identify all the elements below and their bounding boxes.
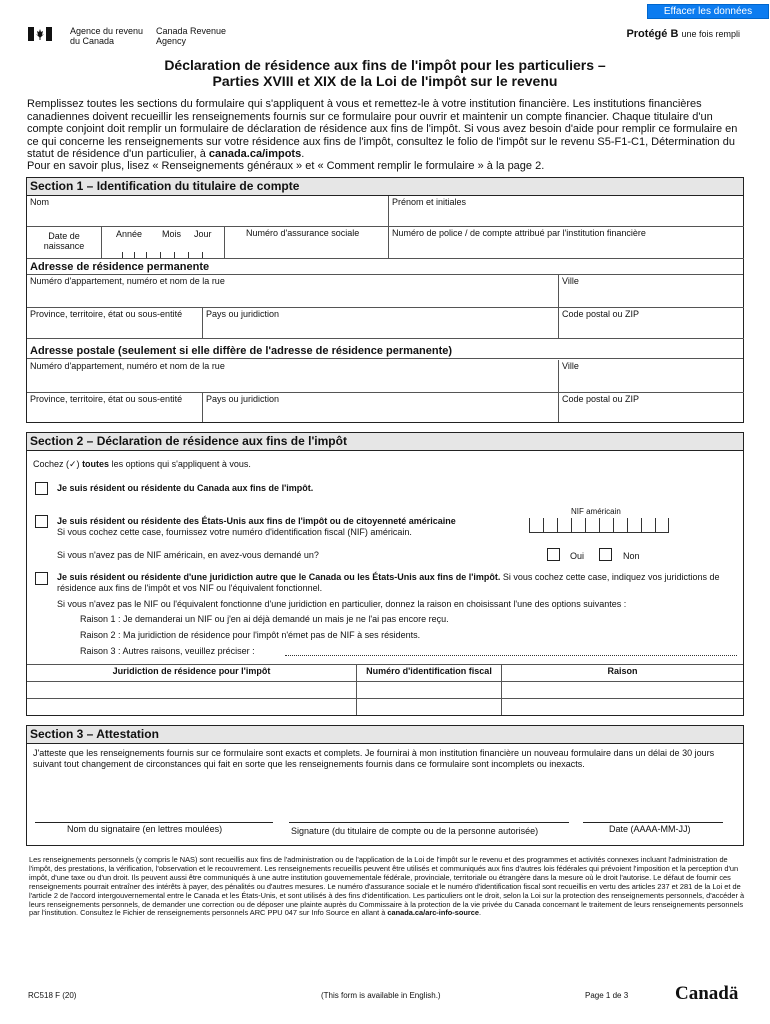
form-title: Déclaration de résidence aux fins de l'impôt pour les particuliers – Parties XVIII et XIX de la Loi de l'impôt sur le revenu: [164, 57, 606, 89]
mail-address-title: Adresse postale (seulement si elle diffère de l'adresse de résidence permanente): [27, 344, 743, 359]
us-resident-note: Si vous cochez cette case, fournissez votre numéro d'identification fiscal (NIF) américain.: [57, 527, 412, 537]
sig-name-field[interactable]: [35, 822, 273, 823]
raison-1: Raison 1 : Je demanderai un NIF ou j'en ai déjà demandé un mais je ne l'ai pas encore reçu.: [80, 614, 449, 624]
intro-more-info: Pour en savoir plus, lisez « Renseignements généraux » et « Comment remplir le formulaire » à la page 2.: [27, 160, 545, 172]
canada-flag-icon: [28, 27, 52, 41]
attestation-text: J'atteste que les renseignements fournis sur ce formulaire sont exacts et complets. Je fournirai à mon institution financière un nouveau formulaire dans un délai de 30 jours suivant tout changement de circonstances qui fait en sorte que les renseignements fournis dans ce formulaire sont incomplets ou inexacts.: [33, 748, 715, 769]
us-resident-checkbox[interactable]: [35, 515, 48, 528]
table-cell[interactable]: [502, 699, 743, 715]
nas-field[interactable]: Numéro d'assurance sociale: [225, 227, 389, 259]
section-3: [26, 725, 744, 846]
clear-data-button[interactable]: Effacer les données: [647, 4, 769, 19]
raison-3-field[interactable]: [285, 655, 737, 656]
perm-pays-field[interactable]: Pays ou juridiction: [203, 308, 559, 339]
nif-question: Si vous n'avez pas de NIF américain, en avez-vous demandé un?: [57, 550, 319, 560]
raison-3: Raison 3 : Autres raisons, veuillez préciser :: [80, 646, 255, 656]
mail-province-field[interactable]: Province, territoire, état ou sous-entité: [27, 393, 203, 422]
signature-label: Signature (du titulaire de compte ou de la personne autorisée): [291, 826, 539, 836]
mail-ville-field[interactable]: Ville: [559, 360, 744, 393]
perm-address-title: Adresse de résidence permanente: [27, 260, 743, 275]
table-cell[interactable]: [27, 699, 357, 715]
no-nif-note: Si vous n'avez pas le NIF ou l'équivalent fonctionne d'une juridiction en particulier, donnez la raison en choisissant l'une des options suivantes :: [57, 599, 627, 609]
intro-paragraph: Remplissez toutes les sections du formulaire qui s'appliquent à vous et remettez-le à votre institution financière. Les institutions financières canadiennes doivent recueillir les renseignements fournis sur ce formulaire pour ouvrir et maintenir un compte financier. Chaque titulaire d'un compte conjoint doit remplir un formulaire de déclaration de résidence aux fins de l'impôt. Si vous avez besoin d'aide pour remplir ce formulaire en ce qui concerne les renseignements sur votre résidence aux fins de l'impôt, consultez le folio de l'impôt sur le revenu S5-F1-C1, Détermination du statut de résidence d'un particulier, à canada.ca/impots.: [27, 98, 738, 160]
canada-resident-checkbox[interactable]: [35, 482, 48, 495]
us-resident-label: Je suis résident ou résidente des États-Unis aux fins de l'impôt ou de citoyenneté américaine: [57, 516, 456, 526]
section-2: [26, 432, 744, 716]
perm-postal-field[interactable]: Code postal ou ZIP: [559, 308, 744, 339]
info-source-link[interactable]: canada.ca/arc-info-source: [387, 908, 480, 918]
nif-label: NIF américain: [571, 507, 621, 516]
privacy-notice: Les renseignements personnels (y compris le NAS) sont recueillis aux fins de l'administration ou de l'application de la Loi de l'impôt sur le revenu et des programmes et activités connexes incluant l'administration de l'impôt, des prestations, la vérification, l'observation et le recouvrement. Les renseignements recueillis peuvent être utilisés et communiqués aux fins d'autres lois fédérales qui prévoient l'imposition et la perception d'un impôt, d'une taxe ou d'un droit. Ils peuvent aussi être communiqués à une autre institution gouvernementale fédérale, provinciale, territoriale ou étrangère dans la mesure où le droit l'autorise. Le défaut de fournir ces renseignements pourrait entraîner des intérêts à payer, des pénalités ou d'autres mesures. Le numéro d'assurance sociale et le numéro d'identification fiscal sont recueillis en vertu des articles 237 et 281 de la Loi et de l'article 2 de l'accord intergouvernemental entre le Canada et les États-Unis, et sont utilisés à des fins d'identification. Les particuliers ont le droit, selon la Loi sur la protection des renseignements personnels, d'accéder à leurs renseignements personnels, de demander une correction ou de déposer une plainte auprès du Commissaire à la protection de la vie privée du Canada concernant le traitement de leurs renseignements personnels par l'institution. Consultez le Fichier de renseignements personnels ARC PPU 047 sur Info Source en allant à canada.ca/arc-info-source.: [29, 855, 745, 918]
english-note: (This form is available in English.): [321, 991, 441, 1000]
oui-label: Oui: [570, 551, 585, 561]
page-number: Page 1 de 3: [585, 991, 629, 1000]
nif-oui-checkbox[interactable]: [547, 548, 560, 561]
prenom-field[interactable]: Prénom et initiales: [389, 196, 744, 227]
table-cell[interactable]: [357, 682, 502, 699]
mail-postal-field[interactable]: Code postal ou ZIP: [562, 394, 640, 404]
protected-b-label: Protégé B une fois rempli: [626, 28, 740, 40]
canada-wordmark: Canadä: [675, 983, 739, 1004]
section-1-title: Section 1 – Identification du titulaire de compte: [27, 178, 743, 196]
agency-name-en: Canada Revenue Agency: [156, 26, 227, 46]
sig-name-label: Nom du signataire (en lettres moulées): [67, 824, 223, 834]
table-cell[interactable]: [357, 699, 502, 715]
col-raison: Raison: [502, 665, 743, 682]
dob-label: Date de naissance: [27, 227, 102, 259]
dob-field[interactable]: Année Mois Jour: [102, 227, 225, 259]
signature-field[interactable]: [289, 822, 569, 823]
cochez-instruction: Cochez (✓) toutes les options qui s'appliquent à vous.: [33, 459, 251, 469]
nom-field[interactable]: Nom: [27, 196, 389, 227]
col-juridiction: Juridiction de résidence pour l'impôt: [27, 665, 357, 682]
raison-2: Raison 2 : Ma juridiction de résidence pour l'impôt n'émet pas de NIF à ses résidents.: [80, 630, 421, 640]
section-1: [26, 177, 744, 423]
police-field[interactable]: Numéro de police / de compte attribué par l'institution financière: [389, 227, 744, 259]
jurisdiction-table: [27, 664, 743, 715]
col-nif: Numéro d'identification fiscal: [357, 665, 502, 682]
date-label: Date (AAAA-MM-JJ): [609, 824, 691, 834]
table-cell[interactable]: [27, 682, 357, 699]
date-field[interactable]: [583, 822, 723, 823]
non-label: Non: [623, 551, 640, 561]
perm-street-field[interactable]: Numéro d'appartement, numéro et nom de la rue: [27, 275, 559, 308]
section-3-title: Section 3 – Attestation: [27, 726, 743, 744]
section-2-title: Section 2 – Déclaration de résidence aux fins de l'impôt: [27, 433, 743, 451]
us-tin-field[interactable]: [529, 519, 669, 533]
impots-link[interactable]: canada.ca/impots: [208, 148, 302, 160]
mail-street-field[interactable]: Numéro d'appartement, numéro et nom de la rue: [27, 360, 559, 393]
mail-pays-field[interactable]: Pays ou juridiction: [203, 393, 559, 422]
agency-name-fr: Agence du revenu du Canada: [70, 26, 144, 46]
form-id: RC518 F (20): [28, 991, 77, 1000]
nif-non-checkbox[interactable]: [599, 548, 612, 561]
perm-province-field[interactable]: Province, territoire, état ou sous-entité: [27, 308, 203, 339]
perm-ville-field[interactable]: Ville: [559, 275, 744, 308]
canada-resident-label: Je suis résident ou résidente du Canada aux fins de l'impôt.: [57, 483, 314, 493]
other-resident-checkbox[interactable]: [35, 572, 48, 585]
other-resident-label: Je suis résident ou résidente d'une juridiction autre que le Canada ou les États-Unis aux fins de l'impôt. Si vous cochez cette case, indiquez vos juridictions de résidence aux fins de l'impôt et vos NIF ou l'équivalent fonctionnel.: [57, 572, 720, 593]
table-cell[interactable]: [502, 682, 743, 699]
